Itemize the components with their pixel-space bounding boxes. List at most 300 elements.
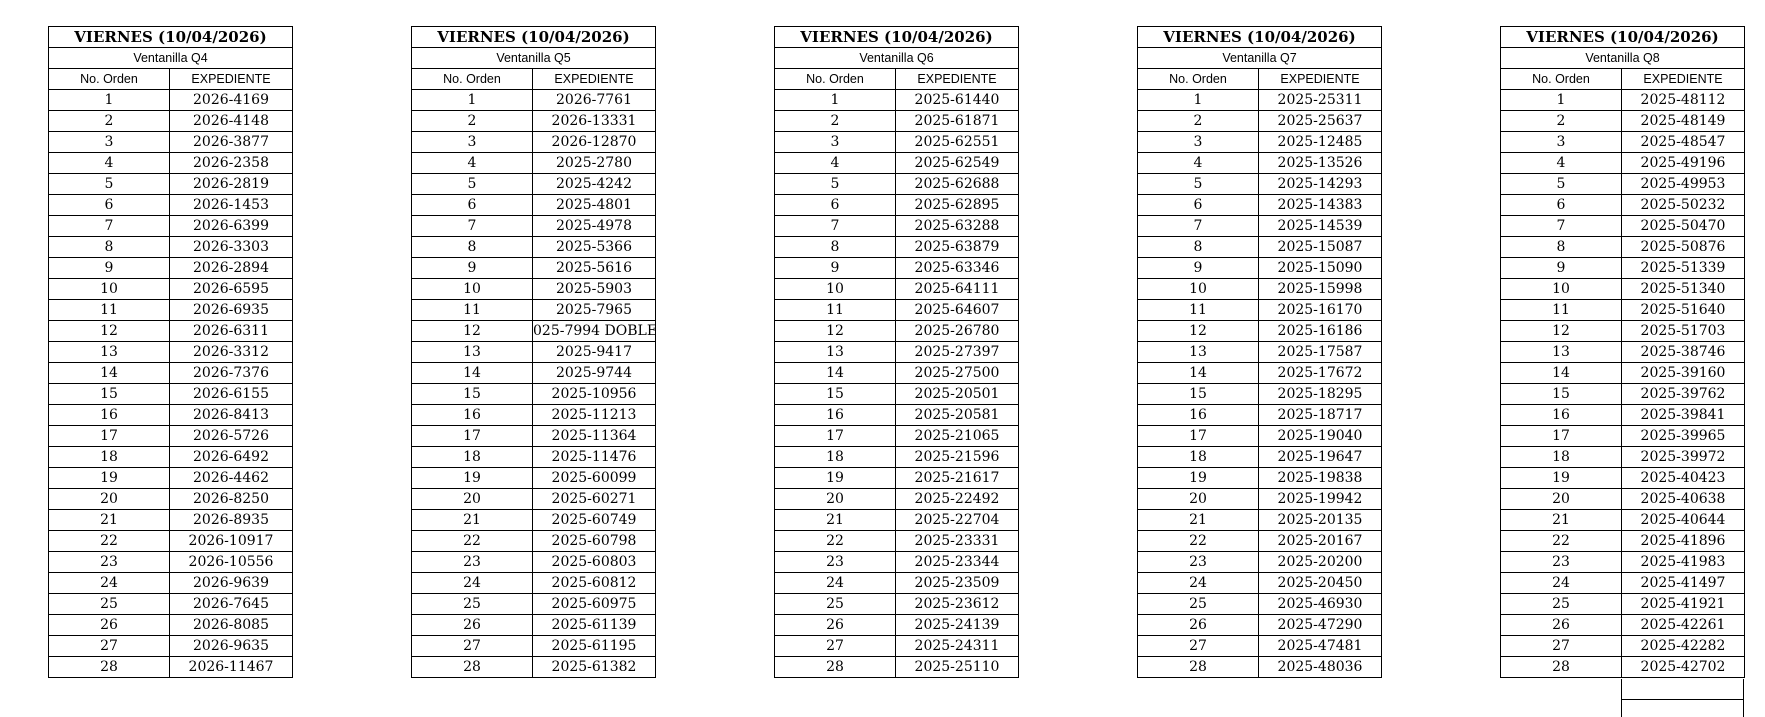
order-number-cell[interactable]: 14 xyxy=(49,363,170,384)
table-title[interactable]: VIERNES (10/04/2026) xyxy=(412,27,656,48)
order-number-cell[interactable]: 7 xyxy=(49,216,170,237)
column-header-expediente[interactable]: EXPEDIENTE xyxy=(1622,69,1745,90)
expediente-cell[interactable]: 2025-62895 xyxy=(896,195,1019,216)
order-number-cell[interactable]: 3 xyxy=(1501,132,1622,153)
expediente-cell[interactable]: 2025-13526 xyxy=(1259,153,1382,174)
expediente-cell[interactable]: 2025-14293 xyxy=(1259,174,1382,195)
expediente-cell[interactable]: 2025-40423 xyxy=(1622,468,1745,489)
expediente-cell[interactable]: 2026-7761 xyxy=(533,90,656,111)
order-number-cell[interactable]: 4 xyxy=(775,153,896,174)
expediente-cell[interactable]: 2025-5903 xyxy=(533,279,656,300)
order-number-cell[interactable]: 24 xyxy=(1501,573,1622,594)
expediente-cell[interactable]: 2025-10956 xyxy=(533,384,656,405)
order-number-cell[interactable]: 3 xyxy=(412,132,533,153)
order-number-cell[interactable]: 23 xyxy=(412,552,533,573)
order-number-cell[interactable]: 2 xyxy=(1138,111,1259,132)
order-number-cell[interactable]: 10 xyxy=(1501,279,1622,300)
order-number-cell[interactable]: 28 xyxy=(412,657,533,678)
expediente-cell[interactable]: 2025-39841 xyxy=(1622,405,1745,426)
order-number-cell[interactable]: 25 xyxy=(49,594,170,615)
order-number-cell[interactable]: 14 xyxy=(775,363,896,384)
column-header-expediente[interactable]: EXPEDIENTE xyxy=(896,69,1019,90)
order-number-cell[interactable]: 22 xyxy=(775,531,896,552)
order-number-cell[interactable]: 20 xyxy=(1138,489,1259,510)
order-number-cell[interactable]: 4 xyxy=(1501,153,1622,174)
order-number-cell[interactable]: 26 xyxy=(412,615,533,636)
expediente-cell[interactable]: 2026-5726 xyxy=(170,426,293,447)
expediente-cell[interactable]: 2025-63288 xyxy=(896,216,1019,237)
order-number-cell[interactable]: 26 xyxy=(1138,615,1259,636)
order-number-cell[interactable]: 13 xyxy=(1138,342,1259,363)
expediente-cell[interactable]: 2025-11476 xyxy=(533,447,656,468)
expediente-cell[interactable]: 2025-26780 xyxy=(896,321,1019,342)
expediente-cell[interactable]: 2025-40638 xyxy=(1622,489,1745,510)
expediente-cell[interactable]: 2025-60975 xyxy=(533,594,656,615)
expediente-cell[interactable]: 2025-2780 xyxy=(533,153,656,174)
order-number-cell[interactable]: 13 xyxy=(412,342,533,363)
expediente-cell[interactable]: 2025-60812 xyxy=(533,573,656,594)
expediente-cell[interactable]: 2025-49953 xyxy=(1622,174,1745,195)
expediente-cell[interactable]: 2025-9744 xyxy=(533,363,656,384)
expediente-cell[interactable]: 2025-60271 xyxy=(533,489,656,510)
order-number-cell[interactable]: 5 xyxy=(412,174,533,195)
order-number-cell[interactable]: 1 xyxy=(775,90,896,111)
expediente-cell[interactable]: 2025-17587 xyxy=(1259,342,1382,363)
order-number-cell[interactable]: 15 xyxy=(1138,384,1259,405)
window-label[interactable]: Ventanilla Q7 xyxy=(1138,48,1382,69)
order-number-cell[interactable]: 23 xyxy=(1501,552,1622,573)
order-number-cell[interactable]: 15 xyxy=(412,384,533,405)
expediente-cell[interactable]: 2025-16170 xyxy=(1259,300,1382,321)
expediente-cell[interactable]: 2025-19647 xyxy=(1259,447,1382,468)
order-number-cell[interactable]: 8 xyxy=(775,237,896,258)
order-number-cell[interactable]: 11 xyxy=(1138,300,1259,321)
expediente-cell[interactable]: 2025-21065 xyxy=(896,426,1019,447)
table-title[interactable]: VIERNES (10/04/2026) xyxy=(775,27,1019,48)
expediente-cell[interactable]: 2025-61195 xyxy=(533,636,656,657)
expediente-cell[interactable]: 2025-23344 xyxy=(896,552,1019,573)
order-number-cell[interactable]: 28 xyxy=(1138,657,1259,678)
expediente-cell[interactable]: 2026-6155 xyxy=(170,384,293,405)
expediente-cell[interactable]: 2026-2358 xyxy=(170,153,293,174)
order-number-cell[interactable]: 28 xyxy=(49,657,170,678)
expediente-cell[interactable]: 2025-27500 xyxy=(896,363,1019,384)
order-number-cell[interactable]: 18 xyxy=(49,447,170,468)
column-header-expediente[interactable]: EXPEDIENTE xyxy=(170,69,293,90)
expediente-cell[interactable]: 2026-7645 xyxy=(170,594,293,615)
expediente-cell[interactable]: 2025-16186 xyxy=(1259,321,1382,342)
expediente-cell[interactable]: 2025-51640 xyxy=(1622,300,1745,321)
expediente-cell[interactable]: 2025-5616 xyxy=(533,258,656,279)
expediente-cell[interactable]: 2025-40644 xyxy=(1622,510,1745,531)
expediente-cell[interactable]: 2026-8935 xyxy=(170,510,293,531)
order-number-cell[interactable]: 19 xyxy=(1501,468,1622,489)
order-number-cell[interactable]: 6 xyxy=(412,195,533,216)
order-number-cell[interactable]: 22 xyxy=(412,531,533,552)
expediente-cell[interactable]: 2026-12870 xyxy=(533,132,656,153)
order-number-cell[interactable]: 23 xyxy=(775,552,896,573)
order-number-cell[interactable]: 3 xyxy=(775,132,896,153)
expediente-cell[interactable]: 2026-2819 xyxy=(170,174,293,195)
expediente-cell[interactable]: 2025-23612 xyxy=(896,594,1019,615)
order-number-cell[interactable]: 21 xyxy=(1501,510,1622,531)
order-number-cell[interactable]: 20 xyxy=(49,489,170,510)
order-number-cell[interactable]: 9 xyxy=(49,258,170,279)
expediente-cell[interactable]: 2026-8413 xyxy=(170,405,293,426)
expediente-cell[interactable]: 2025-41497 xyxy=(1622,573,1745,594)
order-number-cell[interactable]: 12 xyxy=(775,321,896,342)
expediente-cell[interactable]: 2025-23331 xyxy=(896,531,1019,552)
expediente-cell[interactable]: 2026-6399 xyxy=(170,216,293,237)
order-number-cell[interactable]: 4 xyxy=(49,153,170,174)
order-number-cell[interactable]: 25 xyxy=(775,594,896,615)
order-number-cell[interactable]: 26 xyxy=(49,615,170,636)
order-number-cell[interactable]: 7 xyxy=(1501,216,1622,237)
expediente-cell[interactable]: 2025-49196 xyxy=(1622,153,1745,174)
order-number-cell[interactable]: 13 xyxy=(49,342,170,363)
expediente-cell[interactable]: 2025-51703 xyxy=(1622,321,1745,342)
expediente-cell[interactable]: 2025-50876 xyxy=(1622,237,1745,258)
expediente-cell[interactable]: 2025-20501 xyxy=(896,384,1019,405)
order-number-cell[interactable]: 2 xyxy=(49,111,170,132)
expediente-cell[interactable]: 2025-12485 xyxy=(1259,132,1382,153)
expediente-cell[interactable]: 2026-10556 xyxy=(170,552,293,573)
order-number-cell[interactable]: 15 xyxy=(49,384,170,405)
expediente-cell[interactable]: 2025-27397 xyxy=(896,342,1019,363)
column-header-expediente[interactable]: EXPEDIENTE xyxy=(1259,69,1382,90)
expediente-cell[interactable]: 2025-46930 xyxy=(1259,594,1382,615)
expediente-cell[interactable]: 2025-25637 xyxy=(1259,111,1382,132)
window-label[interactable]: Ventanilla Q6 xyxy=(775,48,1019,69)
expediente-cell[interactable]: 2025-11364 xyxy=(533,426,656,447)
order-number-cell[interactable]: 2 xyxy=(775,111,896,132)
order-number-cell[interactable]: 14 xyxy=(1501,363,1622,384)
order-number-cell[interactable]: 16 xyxy=(1138,405,1259,426)
expediente-cell[interactable]: 2026-9639 xyxy=(170,573,293,594)
column-header-expediente[interactable]: EXPEDIENTE xyxy=(533,69,656,90)
expediente-cell[interactable]: 2025-42282 xyxy=(1622,636,1745,657)
order-number-cell[interactable]: 27 xyxy=(412,636,533,657)
expediente-cell[interactable]: 2025-20200 xyxy=(1259,552,1382,573)
expediente-cell[interactable]: 2026-3312 xyxy=(170,342,293,363)
order-number-cell[interactable]: 23 xyxy=(1138,552,1259,573)
order-number-cell[interactable]: 7 xyxy=(775,216,896,237)
order-number-cell[interactable]: 17 xyxy=(412,426,533,447)
expediente-cell[interactable]: 2025-61382 xyxy=(533,657,656,678)
expediente-cell[interactable]: 2025-5366 xyxy=(533,237,656,258)
expediente-cell[interactable]: 2025-41983 xyxy=(1622,552,1745,573)
order-number-cell[interactable]: 19 xyxy=(775,468,896,489)
order-number-cell[interactable]: 27 xyxy=(49,636,170,657)
expediente-cell[interactable]: 2025-51340 xyxy=(1622,279,1745,300)
order-number-cell[interactable]: 4 xyxy=(412,153,533,174)
expediente-cell[interactable]: 2025-22704 xyxy=(896,510,1019,531)
table-title[interactable]: VIERNES (10/04/2026) xyxy=(1138,27,1382,48)
expediente-cell[interactable]: 2025-19838 xyxy=(1259,468,1382,489)
order-number-cell[interactable]: 13 xyxy=(775,342,896,363)
expediente-cell[interactable]: 2025-47290 xyxy=(1259,615,1382,636)
order-number-cell[interactable]: 28 xyxy=(1501,657,1622,678)
order-number-cell[interactable]: 15 xyxy=(1501,384,1622,405)
order-number-cell[interactable]: 10 xyxy=(1138,279,1259,300)
expediente-cell[interactable]: 2025-62551 xyxy=(896,132,1019,153)
expediente-cell[interactable]: 2025-11213 xyxy=(533,405,656,426)
order-number-cell[interactable]: 17 xyxy=(1501,426,1622,447)
order-number-cell[interactable]: 16 xyxy=(49,405,170,426)
expediente-cell[interactable]: 2025-38746 xyxy=(1622,342,1745,363)
order-number-cell[interactable]: 3 xyxy=(1138,132,1259,153)
expediente-cell[interactable]: 2025-48149 xyxy=(1622,111,1745,132)
order-number-cell[interactable]: 26 xyxy=(1501,615,1622,636)
order-number-cell[interactable]: 5 xyxy=(1501,174,1622,195)
expediente-cell[interactable]: 2025-64111 xyxy=(896,279,1019,300)
expediente-cell[interactable]: 2025-20450 xyxy=(1259,573,1382,594)
expediente-cell[interactable]: 2025-48036 xyxy=(1259,657,1382,678)
expediente-cell[interactable]: 2025-19942 xyxy=(1259,489,1382,510)
expediente-cell[interactable]: 2025-47481 xyxy=(1259,636,1382,657)
expediente-cell[interactable]: 2026-3303 xyxy=(170,237,293,258)
expediente-cell[interactable]: 2025-50232 xyxy=(1622,195,1745,216)
order-number-cell[interactable]: 19 xyxy=(49,468,170,489)
order-number-cell[interactable]: 3 xyxy=(49,132,170,153)
expediente-cell[interactable]: 2025-19040 xyxy=(1259,426,1382,447)
order-number-cell[interactable]: 20 xyxy=(1501,489,1622,510)
order-number-cell[interactable]: 6 xyxy=(1501,195,1622,216)
order-number-cell[interactable]: 16 xyxy=(1501,405,1622,426)
expediente-cell[interactable]: 2025-18295 xyxy=(1259,384,1382,405)
expediente-cell[interactable]: 2026-11467 xyxy=(170,657,293,678)
expediente-cell[interactable]: 2025-15998 xyxy=(1259,279,1382,300)
column-header-order[interactable]: No. Orden xyxy=(1501,69,1622,90)
expediente-cell[interactable]: 2026-8250 xyxy=(170,489,293,510)
order-number-cell[interactable]: 18 xyxy=(775,447,896,468)
order-number-cell[interactable]: 10 xyxy=(412,279,533,300)
order-number-cell[interactable]: 22 xyxy=(49,531,170,552)
order-number-cell[interactable]: 20 xyxy=(412,489,533,510)
expediente-cell[interactable]: 2025-22492 xyxy=(896,489,1019,510)
order-number-cell[interactable]: 11 xyxy=(1501,300,1622,321)
expediente-cell[interactable]: 2025-62688 xyxy=(896,174,1019,195)
order-number-cell[interactable]: 5 xyxy=(1138,174,1259,195)
expediente-cell[interactable]: 2025-20581 xyxy=(896,405,1019,426)
expediente-cell[interactable]: 2025-21617 xyxy=(896,468,1019,489)
expediente-cell[interactable]: 2025-60803 xyxy=(533,552,656,573)
order-number-cell[interactable]: 1 xyxy=(1138,90,1259,111)
order-number-cell[interactable]: 9 xyxy=(1138,258,1259,279)
expediente-cell[interactable]: 2025-20167 xyxy=(1259,531,1382,552)
order-number-cell[interactable]: 11 xyxy=(412,300,533,321)
expediente-cell[interactable]: 2026-2894 xyxy=(170,258,293,279)
expediente-cell[interactable]: 2025-24311 xyxy=(896,636,1019,657)
order-number-cell[interactable]: 2 xyxy=(412,111,533,132)
expediente-cell[interactable]: 2025-14383 xyxy=(1259,195,1382,216)
expediente-cell[interactable]: 2025-41896 xyxy=(1622,531,1745,552)
order-number-cell[interactable]: 16 xyxy=(412,405,533,426)
order-number-cell[interactable]: 24 xyxy=(1138,573,1259,594)
empty-extra-cells[interactable] xyxy=(1621,679,1744,717)
order-number-cell[interactable]: 4 xyxy=(1138,153,1259,174)
expediente-cell[interactable]: 2025-25110 xyxy=(896,657,1019,678)
expediente-cell[interactable]: 2025-62549 xyxy=(896,153,1019,174)
expediente-cell[interactable]: 2026-10917 xyxy=(170,531,293,552)
order-number-cell[interactable]: 25 xyxy=(1501,594,1622,615)
order-number-cell[interactable]: 6 xyxy=(775,195,896,216)
expediente-cell[interactable]: 2025-41921 xyxy=(1622,594,1745,615)
order-number-cell[interactable]: 8 xyxy=(49,237,170,258)
order-number-cell[interactable]: 9 xyxy=(412,258,533,279)
order-number-cell[interactable]: 9 xyxy=(775,258,896,279)
window-label[interactable]: Ventanilla Q8 xyxy=(1501,48,1745,69)
order-number-cell[interactable]: 11 xyxy=(775,300,896,321)
order-number-cell[interactable]: 7 xyxy=(1138,216,1259,237)
order-number-cell[interactable]: 17 xyxy=(49,426,170,447)
expediente-cell[interactable]: 2025-25311 xyxy=(1259,90,1382,111)
expediente-cell[interactable]: 2025-23509 xyxy=(896,573,1019,594)
order-number-cell[interactable]: 8 xyxy=(1501,237,1622,258)
order-number-cell[interactable]: 17 xyxy=(1138,426,1259,447)
expediente-cell[interactable]: 2026-1453 xyxy=(170,195,293,216)
expediente-cell[interactable]: 2025-64607 xyxy=(896,300,1019,321)
order-number-cell[interactable]: 11 xyxy=(49,300,170,321)
order-number-cell[interactable]: 21 xyxy=(412,510,533,531)
order-number-cell[interactable]: 12 xyxy=(49,321,170,342)
expediente-cell[interactable]: 2026-6935 xyxy=(170,300,293,321)
expediente-cell[interactable]: 2025-61139 xyxy=(533,615,656,636)
expediente-cell[interactable]: 2025-39972 xyxy=(1622,447,1745,468)
expediente-cell[interactable]: 2025-51339 xyxy=(1622,258,1745,279)
order-number-cell[interactable]: 12 xyxy=(1501,321,1622,342)
expediente-cell[interactable]: 2025-60798 xyxy=(533,531,656,552)
order-number-cell[interactable]: 21 xyxy=(49,510,170,531)
order-number-cell[interactable]: 10 xyxy=(775,279,896,300)
order-number-cell[interactable]: 17 xyxy=(775,426,896,447)
order-number-cell[interactable]: 20 xyxy=(775,489,896,510)
order-number-cell[interactable]: 19 xyxy=(412,468,533,489)
expediente-cell[interactable]: 2025-39965 xyxy=(1622,426,1745,447)
expediente-cell[interactable]: 2025-63879 xyxy=(896,237,1019,258)
order-number-cell[interactable]: 14 xyxy=(1138,363,1259,384)
column-header-order[interactable]: No. Orden xyxy=(412,69,533,90)
expediente-cell[interactable]: 2026-6311 xyxy=(170,321,293,342)
order-number-cell[interactable]: 27 xyxy=(1501,636,1622,657)
order-number-cell[interactable]: 24 xyxy=(775,573,896,594)
expediente-cell[interactable]: 2026-3877 xyxy=(170,132,293,153)
order-number-cell[interactable]: 12 xyxy=(1138,321,1259,342)
order-number-cell[interactable]: 19 xyxy=(1138,468,1259,489)
order-number-cell[interactable]: 24 xyxy=(49,573,170,594)
column-header-order[interactable]: No. Orden xyxy=(49,69,170,90)
order-number-cell[interactable]: 10 xyxy=(49,279,170,300)
expediente-cell[interactable]: 2026-4462 xyxy=(170,468,293,489)
order-number-cell[interactable]: 6 xyxy=(49,195,170,216)
expediente-cell[interactable]: 2025-4242 xyxy=(533,174,656,195)
order-number-cell[interactable]: 27 xyxy=(775,636,896,657)
window-label[interactable]: Ventanilla Q4 xyxy=(49,48,293,69)
order-number-cell[interactable]: 27 xyxy=(1138,636,1259,657)
expediente-cell[interactable]: 2025-63346 xyxy=(896,258,1019,279)
order-number-cell[interactable]: 26 xyxy=(775,615,896,636)
order-number-cell[interactable]: 22 xyxy=(1138,531,1259,552)
order-number-cell[interactable]: 5 xyxy=(775,174,896,195)
expediente-cell[interactable]: 2025-7965 xyxy=(533,300,656,321)
expediente-cell[interactable]: 2026-9635 xyxy=(170,636,293,657)
expediente-cell[interactable]: 2025-4801 xyxy=(533,195,656,216)
order-number-cell[interactable]: 7 xyxy=(412,216,533,237)
column-header-order[interactable]: No. Orden xyxy=(775,69,896,90)
order-number-cell[interactable]: 5 xyxy=(49,174,170,195)
expediente-cell[interactable]: 2025-39160 xyxy=(1622,363,1745,384)
order-number-cell[interactable]: 14 xyxy=(412,363,533,384)
table-title[interactable]: VIERNES (10/04/2026) xyxy=(49,27,293,48)
column-header-order[interactable]: No. Orden xyxy=(1138,69,1259,90)
expediente-cell[interactable]: 2025-20135 xyxy=(1259,510,1382,531)
expediente-cell[interactable]: 2025-21596 xyxy=(896,447,1019,468)
expediente-cell[interactable]: 2025-48112 xyxy=(1622,90,1745,111)
order-number-cell[interactable]: 25 xyxy=(1138,594,1259,615)
expediente-cell[interactable]: 2026-6492 xyxy=(170,447,293,468)
order-number-cell[interactable]: 1 xyxy=(412,90,533,111)
expediente-cell[interactable]: 2025-15090 xyxy=(1259,258,1382,279)
expediente-cell[interactable]: 2025-60749 xyxy=(533,510,656,531)
order-number-cell[interactable]: 2 xyxy=(1501,111,1622,132)
expediente-cell[interactable]: 2025-15087 xyxy=(1259,237,1382,258)
expediente-cell[interactable]: 2025-9417 xyxy=(533,342,656,363)
expediente-cell[interactable]: 2025-61440 xyxy=(896,90,1019,111)
expediente-cell[interactable]: 2025-48547 xyxy=(1622,132,1745,153)
order-number-cell[interactable]: 8 xyxy=(412,237,533,258)
expediente-cell[interactable]: 2025-42261 xyxy=(1622,615,1745,636)
expediente-cell[interactable]: 2025-4978 xyxy=(533,216,656,237)
expediente-cell[interactable]: 025-7994 DOBLE xyxy=(533,321,656,342)
order-number-cell[interactable]: 25 xyxy=(412,594,533,615)
order-number-cell[interactable]: 9 xyxy=(1501,258,1622,279)
expediente-cell[interactable]: 2026-13331 xyxy=(533,111,656,132)
order-number-cell[interactable]: 23 xyxy=(49,552,170,573)
order-number-cell[interactable]: 12 xyxy=(412,321,533,342)
order-number-cell[interactable]: 1 xyxy=(49,90,170,111)
expediente-cell[interactable]: 2026-4169 xyxy=(170,90,293,111)
expediente-cell[interactable]: 2026-8085 xyxy=(170,615,293,636)
order-number-cell[interactable]: 18 xyxy=(1501,447,1622,468)
order-number-cell[interactable]: 18 xyxy=(412,447,533,468)
expediente-cell[interactable]: 2025-50470 xyxy=(1622,216,1745,237)
expediente-cell[interactable]: 2025-61871 xyxy=(896,111,1019,132)
order-number-cell[interactable]: 1 xyxy=(1501,90,1622,111)
order-number-cell[interactable]: 13 xyxy=(1501,342,1622,363)
expediente-cell[interactable]: 2025-42702 xyxy=(1622,657,1745,678)
order-number-cell[interactable]: 28 xyxy=(775,657,896,678)
order-number-cell[interactable]: 18 xyxy=(1138,447,1259,468)
order-number-cell[interactable]: 8 xyxy=(1138,237,1259,258)
expediente-cell[interactable]: 2025-18717 xyxy=(1259,405,1382,426)
expediente-cell[interactable]: 2025-17672 xyxy=(1259,363,1382,384)
order-number-cell[interactable]: 15 xyxy=(775,384,896,405)
expediente-cell[interactable]: 2025-60099 xyxy=(533,468,656,489)
expediente-cell[interactable]: 2026-4148 xyxy=(170,111,293,132)
expediente-cell[interactable]: 2025-14539 xyxy=(1259,216,1382,237)
order-number-cell[interactable]: 21 xyxy=(775,510,896,531)
window-label[interactable]: Ventanilla Q5 xyxy=(412,48,656,69)
order-number-cell[interactable]: 16 xyxy=(775,405,896,426)
expediente-cell[interactable]: 2026-7376 xyxy=(170,363,293,384)
expediente-cell[interactable]: 2026-6595 xyxy=(170,279,293,300)
expediente-cell[interactable]: 2025-24139 xyxy=(896,615,1019,636)
order-number-cell[interactable]: 24 xyxy=(412,573,533,594)
order-number-cell[interactable]: 22 xyxy=(1501,531,1622,552)
expediente-cell[interactable]: 2025-39762 xyxy=(1622,384,1745,405)
table-title[interactable]: VIERNES (10/04/2026) xyxy=(1501,27,1745,48)
order-number-cell[interactable]: 6 xyxy=(1138,195,1259,216)
